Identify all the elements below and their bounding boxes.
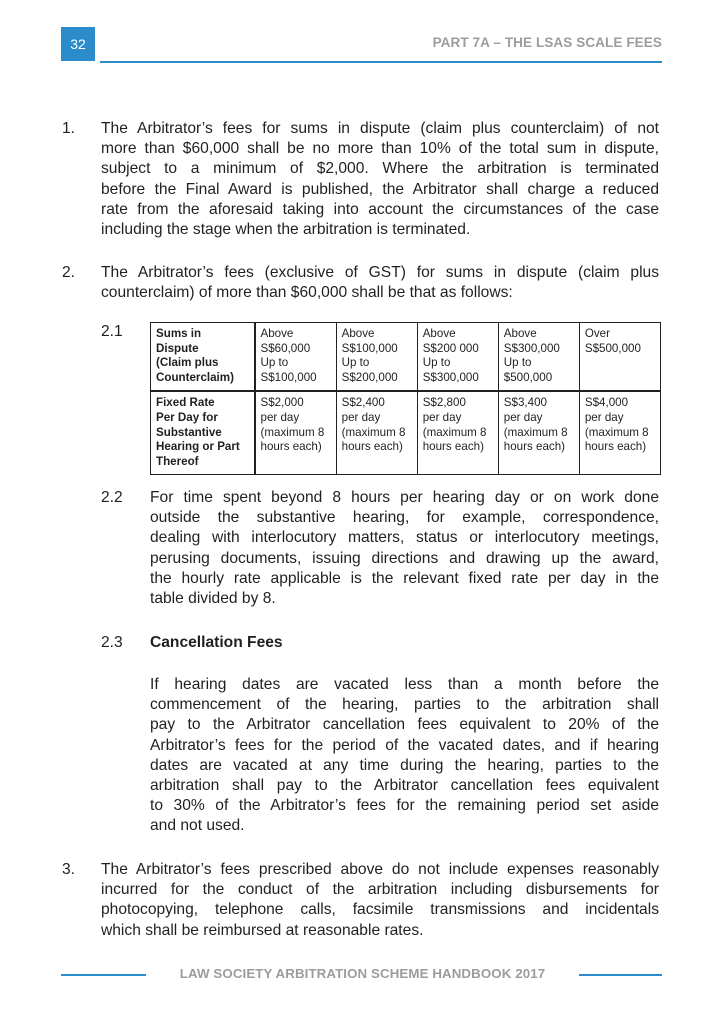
text-line: The Arbitrator’s fees for sums in dispute (claim plus counterclaim) of not: [101, 120, 659, 137]
table-cell: S$3,400 per day (maximum 8 hours each): [498, 391, 579, 474]
text-line: photocopying, telephone calls, facsimile transmissions and incidentals: [101, 901, 659, 919]
text-line: Arbitrator’s fees for the period of the vacated dates, and if hearing: [150, 736, 659, 754]
text-line: which shall be reimbursed at reasonable rates.: [101, 921, 424, 939]
text-line: If hearing dates are vacated less than a month before the: [150, 676, 659, 693]
text-line: incurred for the conduct of the arbitration including disbursements for: [101, 881, 659, 899]
table-cell: S$2,000 per day (maximum 8 hours each): [255, 391, 337, 474]
text-line: pay to the Arbitrator cancellation fees equivalent to 20% of the: [150, 716, 659, 734]
table-cell: Above S$300,000 Up to $500,000: [498, 323, 579, 392]
table-row-fixed-rate: [151, 391, 661, 474]
text-line: dealing with interlocutory matters, status or interlocutory meetings,: [150, 529, 659, 547]
table-cell: Above S$100,000 Up to S$200,000: [336, 323, 417, 392]
footer-title: LAW SOCIETY ARBITRATION SCHEME HANDBOOK 2017: [179, 966, 546, 981]
text-line: The Arbitrator’s fees (exclusive of GST) for sums in dispute (claim plus: [101, 264, 659, 281]
table-cell: S$4,000 per day (maximum 8 hours each): [579, 391, 660, 474]
table-cell: Above S$200 000 Up to S$300,000: [417, 323, 498, 392]
text-line: For time spent beyond 8 hours per hearing day or on work done: [150, 489, 659, 506]
text-line: the hourly rate applicable is the relevant fixed rate per day in the: [150, 569, 659, 587]
item-paragraph: [101, 860, 659, 941]
text-line: subject to a minimum of $2,000. Where the arbitration is terminated: [101, 160, 659, 178]
text-line: to 30% of the Arbitrator’s fees for the remaining period set aside: [150, 797, 659, 815]
sub-item-number: 2.2: [101, 489, 123, 506]
table-row-sums: [151, 323, 661, 392]
page-number: 32: [70, 36, 86, 52]
table-cell: Over S$500,000: [579, 323, 660, 392]
sub-item-number: 2.1: [101, 323, 123, 340]
text-line: rate from the aforesaid taking into account the circumstances of the case: [101, 200, 659, 218]
table-cell: S$2,400 per day (maximum 8 hours each): [336, 391, 417, 474]
item-number: 2.: [62, 264, 76, 281]
item-number: 1.: [62, 120, 76, 137]
text-line: dates are vacated at any time during the hearing, parties to the: [150, 756, 659, 774]
section-title: PART 7A – THE LSAS SCALE FEES: [432, 35, 662, 50]
sub-item-paragraph: [150, 675, 659, 837]
text-line: The Arbitrator’s fees prescribed above do not include expenses reasonably: [101, 861, 659, 878]
sub-item-number: 2.3: [101, 634, 123, 651]
row-header-sums: Sums in Dispute (Claim plus Counterclaim): [151, 323, 255, 392]
text-line: outside the substantive hearing, for example, correspondence,: [150, 509, 659, 527]
header-rule: [100, 61, 662, 63]
footer-rule-left: [61, 974, 146, 976]
sub-item-paragraph: [150, 488, 659, 609]
row-header-fixed-rate: Fixed Rate Per Day for Substantive Hearing or Part Thereof: [151, 391, 255, 474]
table-cell: S$2,800 per day (maximum 8 hours each): [417, 391, 498, 474]
text-line: before the Final Award is published, the Arbitrator shall charge a reduced: [101, 180, 659, 198]
text-line: including the stage when the arbitration is terminated.: [101, 221, 471, 239]
item-paragraph: [101, 119, 659, 240]
item-paragraph: [101, 263, 659, 303]
text-line: counterclaim) of more than $60,000 shall be that as follows:: [101, 284, 513, 302]
fee-table: [150, 322, 661, 475]
text-line: more than $60,000 shall be no more than 10% of the total sum in dispute,: [101, 140, 659, 158]
text-line: arbitration shall pay to the Arbitrator cancellation fees equivalent: [150, 777, 659, 795]
sub-item-heading: Cancellation Fees: [150, 634, 283, 651]
item-number: 3.: [62, 861, 76, 878]
text-line: and not used.: [150, 817, 245, 835]
page-number-box: [61, 27, 95, 61]
footer-rule-right: [579, 974, 662, 976]
text-line: table divided by 8.: [150, 590, 276, 608]
table-cell: Above S$60,000 Up to S$100,000: [255, 323, 337, 392]
text-line: commencement of the hearing, parties to the arbitration shall: [150, 696, 659, 714]
text-line: perusing documents, issuing directions and drawing up the award,: [150, 549, 659, 567]
